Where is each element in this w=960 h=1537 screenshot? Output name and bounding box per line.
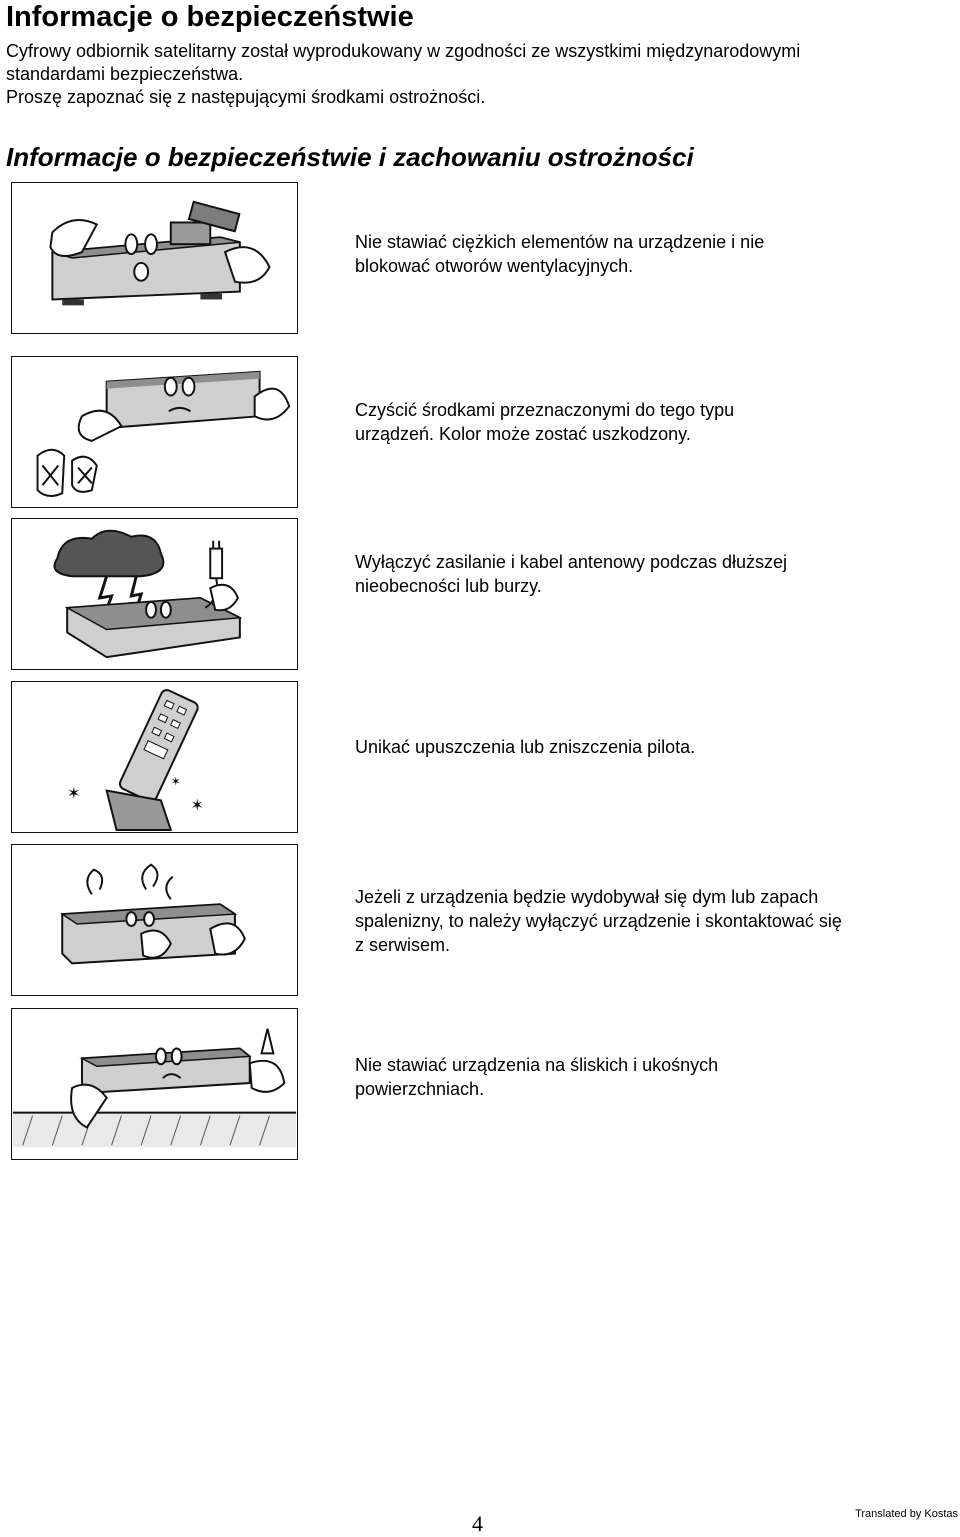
safety-item-text (355, 550, 945, 598)
translator-credit: Translated by Kostas (855, 1508, 958, 1520)
dropped-remote-illustration (11, 681, 298, 833)
page-number: 4 (472, 1511, 483, 1536)
section-subtitle: Informacje o bezpieczeństwie i zachowaniu ostrożności (6, 142, 694, 172)
safety-item-text (355, 1053, 945, 1101)
safety-item-line: urządzeń. Kolor może zostać uszkodzony. (355, 424, 691, 444)
intro-line: Cyfrowy odbiornik satelitarny został wyprodukowany w zgodności ze wszystkimi międzynarodowymi (6, 41, 801, 61)
safety-item-text (355, 230, 945, 278)
svg-text:✶: ✶ (67, 785, 81, 803)
smoking-receiver-illustration (11, 844, 298, 996)
safety-item-text (355, 885, 945, 957)
cleaning-chemicals-illustration (11, 356, 298, 508)
intro-line: standardami bezpieczeństwa. (6, 64, 244, 84)
svg-text:✶: ✶ (170, 774, 181, 789)
safety-item-line: z serwisem. (355, 935, 451, 955)
heavy-objects-on-receiver-illustration (11, 182, 298, 334)
safety-item-line: spalenizny, to należy wyłączyć urządzenie i skontaktować się (355, 911, 842, 931)
intro-line: Proszę zapoznać się z następującymi środkami ostrożności. (6, 87, 486, 107)
storm-unplug-illustration (11, 518, 298, 670)
safety-item-line: nieobecności lub burzy. (355, 576, 542, 596)
safety-item-line: Nie stawiać urządzenia na śliskich i ukośnych (355, 1055, 719, 1075)
safety-item-line: Czyścić środkami przeznaczonymi do tego typu (355, 400, 735, 420)
unstable-surface-illustration (11, 1008, 298, 1160)
safety-item-text (355, 398, 945, 446)
safety-item-line: Wyłączyć zasilanie i kabel antenowy podczas dłuższej (355, 552, 788, 572)
safety-item-line: powierzchniach. (355, 1079, 485, 1099)
safety-item-line: blokować otworów wentylacyjnych. (355, 256, 634, 276)
svg-text:✶: ✶ (190, 797, 204, 815)
intro-paragraph (6, 40, 800, 109)
safety-item-line: Nie stawiać ciężkich elementów na urządzenie i nie (355, 232, 765, 252)
safety-item-text (355, 735, 945, 759)
safety-item-line: Unikać upuszczenia lub zniszczenia pilota. (355, 737, 696, 757)
page-title: Informacje o bezpieczeństwie (6, 1, 414, 33)
safety-item-line: Jeżeli z urządzenia będzie wydobywał się dym lub zapach (355, 887, 819, 907)
